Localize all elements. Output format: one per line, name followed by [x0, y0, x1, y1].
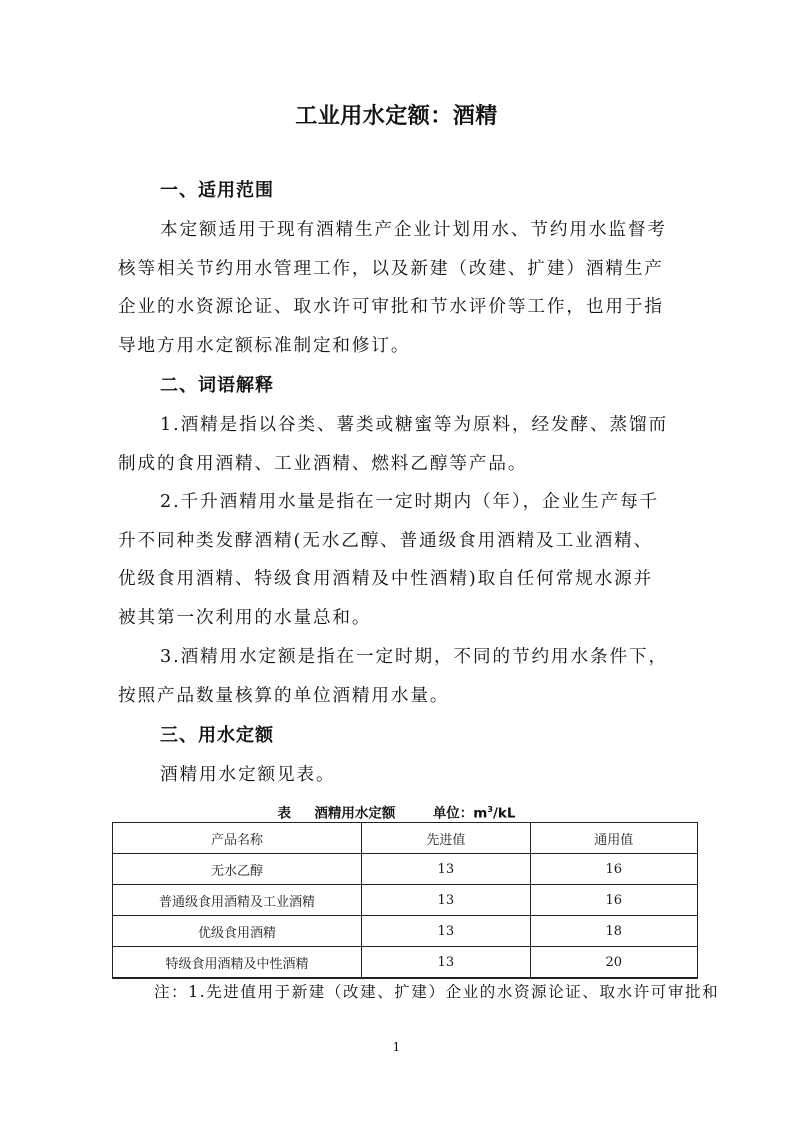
- cell-advanced-value: 13: [362, 916, 530, 947]
- section-heading-scope: 一、适用范围: [160, 180, 274, 201]
- cell-general-value: 18: [530, 916, 697, 947]
- header-general-value: 通用值: [530, 823, 697, 854]
- table-row: [113, 947, 698, 979]
- paragraph-definition-1: [118, 406, 678, 483]
- cell-general-value: 16: [530, 854, 697, 885]
- paragraph-line: 3.酒精用水定额是指在一定时期，不同的节约用水条件下，: [160, 647, 668, 667]
- page-number: 1: [392, 1040, 401, 1054]
- cell-advanced-value: 13: [362, 854, 530, 885]
- cell-advanced-value: 13: [362, 885, 530, 916]
- paragraph-quota-intro: [118, 756, 678, 795]
- table-header-row: [113, 823, 698, 854]
- table-row: [113, 916, 698, 947]
- paragraph-line: 优级食用酒精、特级食用酒精及中性酒精)取自任何常规水源并: [118, 569, 654, 589]
- paragraph-line: 核等相关节约用水管理工作，以及新建（改建、扩建）酒精生产: [118, 258, 664, 279]
- cell-product-name: 普通级食用酒精及工业酒精: [113, 885, 362, 916]
- paragraph-definition-3: [118, 638, 678, 715]
- table-caption: [0, 800, 793, 824]
- paragraph-line: 升不同种类发酵酒精(无水乙醇、普通级食用酒精及工业酒精、: [118, 530, 654, 551]
- caption-title: 酒精用水定额: [314, 805, 396, 822]
- caption-prefix: 表: [277, 805, 291, 822]
- cell-general-value: 20: [530, 947, 697, 979]
- header-advanced-value: 先进值: [362, 823, 530, 854]
- cell-product-name: 特级食用酒精及中性酒精: [113, 947, 362, 979]
- paragraph-definition-2: [118, 483, 678, 637]
- caption-unit-suffix: /kL: [492, 805, 516, 822]
- section-heading-quota: 三、用水定额: [160, 725, 274, 746]
- paragraph-line: 按照产品数量核算的单位酒精用水量。: [118, 685, 450, 706]
- quota-table: [112, 822, 698, 979]
- paragraph-line: 被其第一次利用的水量总和。: [118, 607, 372, 628]
- document-title: 工业用水定额：酒精: [295, 104, 498, 129]
- paragraph-line: 企业的水资源论证、取水许可审批和节水评价等工作，也用于指: [118, 297, 664, 317]
- table-note: 注：1.先进值用于新建（改建、扩建）企业的水资源论证、取水许可审批和: [154, 983, 720, 1001]
- cell-product-name: 无水乙醇: [113, 854, 362, 885]
- caption-unit-sup: 3: [487, 805, 493, 814]
- paragraph-line: 制成的食用酒精、工业酒精、燃料乙醇等产品。: [118, 453, 528, 474]
- cell-general-value: 16: [530, 885, 697, 916]
- cell-product-name: 优级食用酒精: [113, 916, 362, 947]
- paragraph-line: 本定额适用于现有酒精生产企业计划用水、节约用水监督考: [160, 220, 667, 240]
- cell-advanced-value: 13: [362, 947, 530, 979]
- paragraph-line: 2.千升酒精用水量是指在一定时期内（年），企业生产每千: [160, 492, 660, 512]
- paragraph-line: 1.酒精是指以谷类、薯类或糖蜜等为原料，经发酵、蒸馏而: [160, 415, 668, 435]
- table-row: [113, 854, 698, 885]
- section-heading-definitions: 二、词语解释: [160, 375, 274, 396]
- caption-unit-label: 单位：m: [432, 805, 488, 822]
- table-row: [113, 885, 698, 916]
- paragraph-line: 导地方用水定额标准制定和修订。: [118, 335, 411, 356]
- paragraph-scope: [118, 211, 678, 365]
- paragraph-line: 酒精用水定额见表。: [160, 765, 336, 785]
- header-product-name: 产品名称: [113, 823, 362, 854]
